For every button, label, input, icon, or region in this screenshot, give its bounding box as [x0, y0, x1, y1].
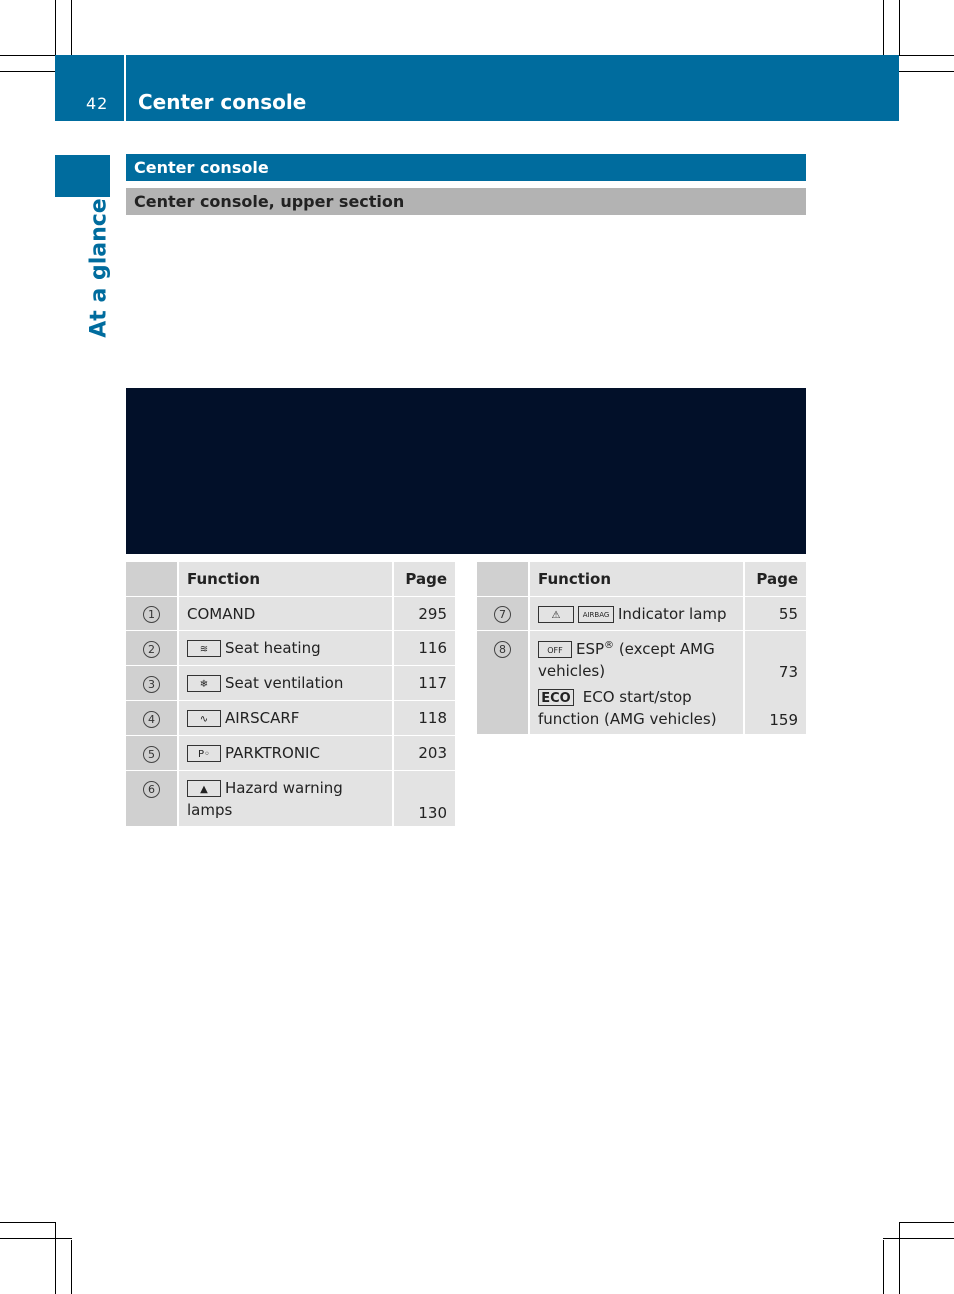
crop-mark	[899, 1222, 900, 1294]
table-header-row	[126, 562, 455, 597]
parktronic-icon: P◦	[187, 745, 221, 762]
table-row	[126, 597, 455, 631]
seat-belt-icon: ⚠	[538, 606, 574, 623]
page-cell: 116	[393, 631, 455, 666]
function-label: AIRSCARF	[225, 709, 300, 727]
function-cell	[178, 666, 393, 701]
header-num-cell	[477, 562, 529, 597]
function-label: Indicator lamp	[618, 604, 727, 623]
crop-mark	[55, 0, 56, 55]
number-badge: 5	[143, 746, 160, 763]
header-function: Function	[529, 562, 744, 597]
crop-mark	[899, 1222, 954, 1223]
header-num-cell	[126, 562, 178, 597]
function-cell	[178, 631, 393, 666]
header-divider	[124, 55, 126, 121]
table-row	[126, 771, 455, 827]
illustration-dark-panel	[126, 388, 806, 554]
airscarf-icon: ∿	[187, 710, 221, 727]
crop-mark	[899, 0, 900, 55]
table-row	[126, 736, 455, 771]
row-number	[477, 597, 529, 631]
function-cell	[529, 597, 744, 631]
table-row	[126, 631, 455, 666]
page-cell: 295	[393, 597, 455, 631]
function-label: PARKTRONIC	[225, 744, 320, 762]
row-number	[126, 631, 178, 666]
row-number	[126, 597, 178, 631]
function-label: Seat heating	[225, 639, 321, 657]
number-badge: 6	[143, 781, 160, 798]
crop-mark	[0, 55, 55, 56]
function-cell	[529, 631, 744, 735]
number-badge: 8	[494, 641, 511, 658]
registered-mark: ®	[604, 640, 615, 651]
crop-mark	[0, 1222, 55, 1223]
crop-mark	[899, 71, 954, 72]
page-cell: 117	[393, 666, 455, 701]
function-cell	[178, 597, 393, 631]
header-page: Page	[744, 562, 806, 597]
function-cell	[178, 736, 393, 771]
number-badge: 3	[143, 676, 160, 693]
table-row	[477, 631, 806, 735]
row-number	[126, 736, 178, 771]
crop-mark	[883, 1240, 884, 1294]
page-cell: 118	[393, 701, 455, 736]
row-number	[126, 666, 178, 701]
number-badge: 7	[494, 606, 511, 623]
seat-heating-icon: ≋	[187, 640, 221, 657]
crop-mark	[0, 1238, 72, 1239]
function-cell	[178, 701, 393, 736]
row-number	[126, 771, 178, 827]
number-badge: 2	[143, 641, 160, 658]
number-badge: 1	[143, 606, 160, 623]
section-subtitle: Center console, upper section	[126, 188, 806, 215]
header-title: Center console	[138, 90, 307, 114]
header-page: Page	[393, 562, 455, 597]
number-badge: 4	[143, 711, 160, 728]
function-cell	[178, 771, 393, 827]
center-console-illustration	[126, 224, 806, 554]
esp-page: 73	[778, 663, 798, 681]
esp-label-rest: (except AMG vehicles)	[538, 640, 715, 680]
page-number: 42	[86, 94, 109, 113]
eco-label: ECO start/stop function (AMG vehicles)	[538, 688, 717, 728]
function-table-right	[477, 562, 806, 735]
eco-entry	[538, 686, 735, 730]
airbag-off-icon: AIRBAG	[578, 606, 614, 623]
crop-mark	[55, 1222, 56, 1294]
crop-mark	[899, 55, 954, 56]
function-table-left	[126, 562, 455, 827]
section-title: Center console	[126, 154, 806, 181]
eco-icon: ECO	[538, 689, 574, 706]
crop-mark	[883, 0, 884, 55]
page-cell: 130	[393, 771, 455, 827]
seat-ventilation-icon: ❄	[187, 675, 221, 692]
table-row	[477, 597, 806, 631]
esp-label: ESP	[576, 640, 605, 658]
side-tab	[55, 155, 110, 197]
page-cell: 203	[393, 736, 455, 771]
crop-mark	[883, 1238, 954, 1239]
table-row	[126, 701, 455, 736]
table-row	[126, 666, 455, 701]
hazard-warning-icon: ▲	[187, 780, 221, 797]
function-label: Hazard warning lamps	[187, 778, 343, 819]
crop-mark	[71, 1240, 72, 1294]
crop-mark	[0, 71, 55, 72]
eco-page: 159	[769, 711, 798, 729]
esp-off-icon: OFF	[538, 641, 572, 658]
table-header-row	[477, 562, 806, 597]
row-number	[477, 631, 529, 735]
page-cell: 55	[744, 597, 806, 631]
function-label: COMAND	[187, 604, 256, 623]
esp-entry	[538, 635, 735, 682]
function-label: Seat ventilation	[225, 674, 344, 692]
header-function: Function	[178, 562, 393, 597]
side-tab-label: At a glance	[86, 198, 112, 338]
page-cell	[744, 631, 806, 735]
row-number	[126, 701, 178, 736]
crop-mark	[71, 0, 72, 55]
